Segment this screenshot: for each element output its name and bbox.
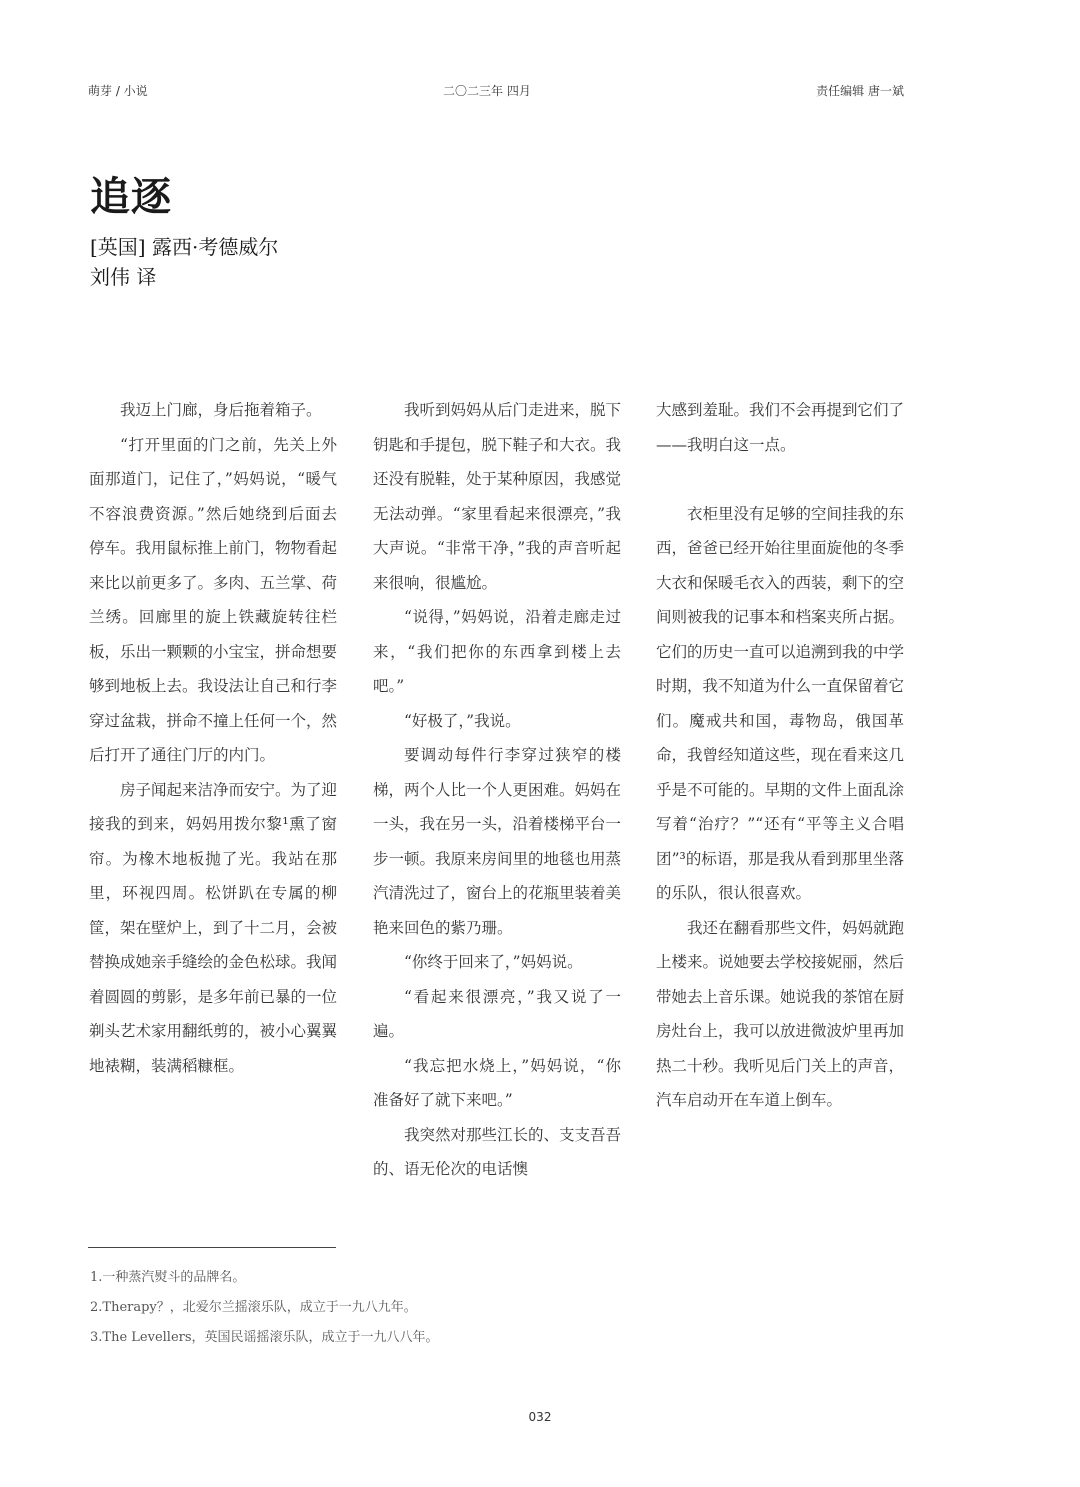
paragraph: “看起来很漂亮，”我又说了一遍。 <box>373 987 621 1040</box>
paragraph: “说得，”妈妈说，沿着走廊走过来，“我们把你的东西拿到楼上去吧。” <box>373 608 621 695</box>
page-header <box>88 82 904 102</box>
paragraph: 我突然对那些江长的、支支吾吾的、语无伦次的电话懊 <box>373 1125 622 1178</box>
issue-date: 二〇二三年 四月 <box>443 84 531 98</box>
paragraph: 要调动每件行李穿过狭窄的楼梯，两个人比一个人更困难。妈妈在一头，我在另一头，沿着楼梯平台一步一顿。我原来房间里的地毯也用蒸汽清洗过了，窗台上的花瓶里装着美艳来回色的紫乃珊。 <box>373 746 622 937</box>
footnotes <box>90 1263 439 1353</box>
paragraph: 我听到妈妈从后门走进来，脱下钥匙和手提包，脱下鞋子和大衣。我还没有脱鞋，处于某种原因，我感觉无法动弹。“家里看起来很漂亮，”我大声说。“非常干净，”我的声音听起来很响，很尴尬。 <box>373 401 622 592</box>
paragraph: “你终于回来了，”妈妈说。 <box>404 953 583 971</box>
footnote-divider <box>88 1247 336 1248</box>
paragraph: 大感到羞耻。我们不会再提到它们了——我明白这一点。 <box>656 401 905 454</box>
paragraph: 我迈上门廊，身后拖着箱子。 <box>120 401 322 419</box>
editor-credit: 责任编辑 唐一斌 <box>816 84 904 98</box>
paragraph: 衣柜里没有足够的空间挂我的东西，爸爸已经开始往里面旋他的冬季大衣和保暖毛衣入的西装，剩下的空间则被我的记事本和档案夹所占据。它们的历史一直可以追溯到我的中学时期，我不知道为什么一直保留着它们。魔戒共和国，毒物岛，俄国革命，我曾经知道这些，现在看来这几乎是不可能的。早期的文件上面乱涂写着“治疗？”“还有“平等主义合唱团”³的标语，那是我从看到那里坐落的乐队，很认很喜欢。 <box>656 504 905 902</box>
text-column-1 <box>89 393 337 1083</box>
footnote-2: 2.Therapy？，北爱尔兰摇滚乐队，成立于一九八九年。 <box>90 1300 417 1315</box>
translator-name: 刘伟 译 <box>90 265 157 289</box>
byline <box>90 232 278 292</box>
page-number: 032 <box>528 1410 552 1424</box>
paragraph: “好极了，”我说。 <box>404 711 521 730</box>
section-label: 萌芽 / 小说 <box>88 84 148 98</box>
paragraph: “打开里面的门之前，先关上外面那道门，记住了，”妈妈说，“暖气不容浪费资源。”然后她绕到后面去停车。我用鼠标推上前门，物物看起来比以前更多了。多肉、五兰掌、荷兰绣。回廊里的旋上铁藏旋转往栏板，乐出一颗颗的小宝宝，拼命想要够到地板上去。我设法让自己和行李穿过盆栽，拼命不撞上任何一个，然后打开了通往门厅的内门。 <box>89 435 338 764</box>
text-column-3 <box>656 393 904 1118</box>
text-column-2 <box>373 393 621 1187</box>
footnote-3: 3.The Levellers，英国民谣摇滚乐队，成立于一九八八年。 <box>90 1330 439 1345</box>
footnote-1: 1.一种蒸汽熨斗的品牌名。 <box>90 1270 246 1285</box>
paragraph: “我忘把水烧上，”妈妈说，“你准备好了就下来吧。” <box>373 1056 621 1109</box>
paragraph: 我还在翻看那些文件，妈妈就跑上楼来。说她要去学校接妮丽，然后带她去上音乐课。她说我的茶馆在厨房灶台上，我可以放进微波炉里再加热二十秒。我听见后门关上的声音，汽车启动开在车道上倒车。 <box>656 918 905 1109</box>
article-title: 追逐 <box>90 173 172 220</box>
paragraph: 房子闻起来洁净而安宁。为了迎接我的到来，妈妈用拨尔黎¹熏了窗帘。为橡木地板抛了光。我站在那里，环视四周。松饼趴在专属的柳筐，架在壁炉上，到了十二月，会被替换成她亲手缝绘的金色松球。我闻着圆圆的剪影，是多年前已暴的一位剃头艺术家用翻纸剪的，被小心翼翼地裱糊，装满稻糠框。 <box>89 780 338 1075</box>
author-name: [英国] 露西·考德威尔 <box>90 235 279 259</box>
